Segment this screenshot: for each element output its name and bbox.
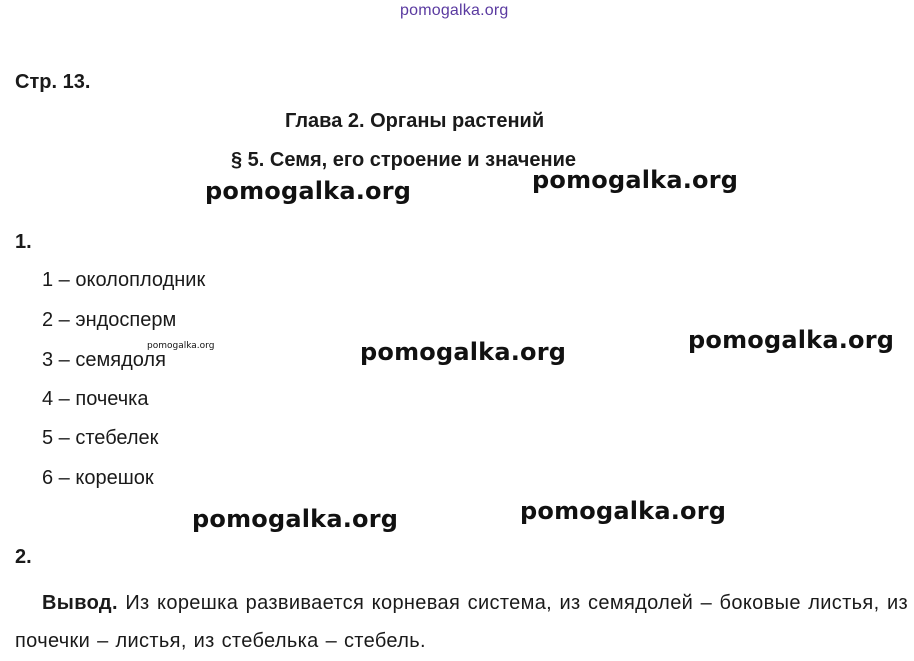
section-title: § 5. Семя, его строение и значение	[231, 149, 577, 171]
page-reference: Стр. 13.	[15, 71, 91, 93]
conclusion-paragraph	[15, 584, 908, 660]
list-item: 5 – стебелек	[42, 427, 159, 449]
conclusion-text: Из корешка развивается корневая система, из семядолей – боковые листья, из почечки – листья, из стебелька – стебель.	[15, 592, 908, 652]
conclusion-label: Вывод.	[42, 592, 118, 614]
list-item: 1 – околоплодник	[42, 269, 206, 291]
task-2-number: 2.	[15, 546, 32, 568]
watermark: pomogalka.org	[360, 338, 567, 366]
watermark-small: pomogalka.org	[147, 341, 215, 351]
watermark: pomogalka.org	[520, 497, 727, 525]
task-1-number: 1.	[15, 231, 32, 253]
list-item: 6 – корешок	[42, 467, 154, 489]
watermark: pomogalka.org	[688, 326, 895, 354]
list-item: 3 – семядоля	[42, 349, 166, 371]
watermark: pomogalka.org	[532, 166, 739, 194]
list-item: 4 – почечка	[42, 388, 149, 410]
watermark: pomogalka.org	[205, 177, 412, 205]
list-item: 2 – эндосперм	[42, 309, 177, 331]
chapter-title: Глава 2. Органы растений	[285, 110, 545, 132]
top-watermark: pomogalka.org	[400, 2, 509, 19]
watermark: pomogalka.org	[192, 505, 399, 533]
